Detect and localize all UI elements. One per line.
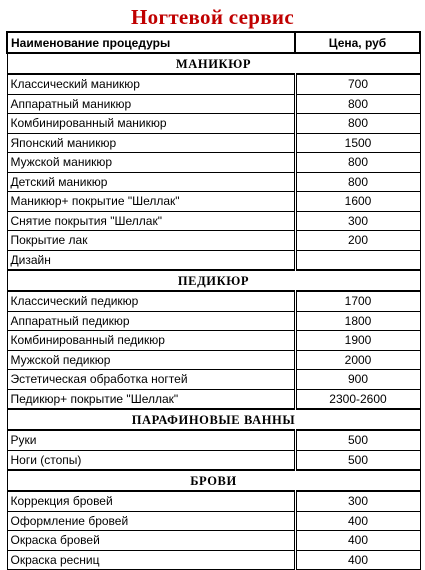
procedure-name: Детский маникюр <box>7 172 295 192</box>
procedure-price: 400 <box>295 531 420 551</box>
procedure-price: 2300-2600 <box>295 389 420 409</box>
table-row <box>7 491 420 511</box>
table-row <box>7 153 420 173</box>
table-row <box>7 350 420 370</box>
procedure-price: 500 <box>295 430 420 450</box>
procedure-price: 2000 <box>295 350 420 370</box>
procedure-name: Японский маникюр <box>7 133 295 153</box>
table-row <box>7 114 420 134</box>
table-row <box>7 430 420 450</box>
section-title: МАНИКЮР <box>7 53 420 74</box>
procedure-price: 1800 <box>295 311 420 331</box>
procedure-name: Комбинированный педикюр <box>7 331 295 351</box>
procedure-name: Окраска ресниц <box>7 550 295 570</box>
table-row <box>7 531 420 551</box>
procedure-price: 800 <box>295 153 420 173</box>
table-row <box>7 94 420 114</box>
procedure-price: 300 <box>295 211 420 231</box>
procedure-name: Окраска бровей <box>7 531 295 551</box>
column-header-name: Наименование процедуры <box>7 32 295 53</box>
procedure-price: 300 <box>295 491 420 511</box>
price-table <box>6 31 421 570</box>
procedure-name: Комбинированный маникюр <box>7 114 295 134</box>
table-row <box>7 250 420 270</box>
procedure-price: 800 <box>295 94 420 114</box>
procedure-name: Ноги (стопы) <box>7 450 295 470</box>
procedure-name: Маникюр+ покрытие "Шеллак" <box>7 192 295 212</box>
price-table-body <box>7 32 420 570</box>
table-row <box>7 291 420 311</box>
section-title: БРОВИ <box>7 470 420 491</box>
procedure-name: Снятие покрытия "Шеллак" <box>7 211 295 231</box>
table-row <box>7 550 420 570</box>
procedure-price <box>295 250 420 270</box>
procedure-price: 400 <box>295 511 420 531</box>
table-row <box>7 370 420 390</box>
section-title: ПАРАФИНОВЫЕ ВАННЫ <box>7 409 420 430</box>
procedure-name: Мужской педикюр <box>7 350 295 370</box>
section-header-row <box>7 53 420 74</box>
table-row <box>7 450 420 470</box>
procedure-name: Руки <box>7 430 295 450</box>
procedure-price: 1700 <box>295 291 420 311</box>
table-header-row <box>7 32 420 53</box>
procedure-price: 800 <box>295 172 420 192</box>
table-row <box>7 74 420 94</box>
table-row <box>7 511 420 531</box>
procedure-name: Аппаратный маникюр <box>7 94 295 114</box>
procedure-price: 800 <box>295 114 420 134</box>
section-header-row <box>7 409 420 430</box>
procedure-name: Оформление бровей <box>7 511 295 531</box>
procedure-name: Классический педикюр <box>7 291 295 311</box>
table-row <box>7 192 420 212</box>
table-row <box>7 389 420 409</box>
procedure-price: 900 <box>295 370 420 390</box>
procedure-name: Покрытие лак <box>7 231 295 251</box>
table-row <box>7 331 420 351</box>
column-header-price: Цена, руб <box>295 32 420 53</box>
procedure-price: 1500 <box>295 133 420 153</box>
table-row <box>7 211 420 231</box>
table-row <box>7 133 420 153</box>
procedure-name: Коррекция бровей <box>7 491 295 511</box>
procedure-name: Аппаратный педикюр <box>7 311 295 331</box>
table-row <box>7 311 420 331</box>
procedure-price: 1600 <box>295 192 420 212</box>
section-header-row <box>7 270 420 291</box>
table-row <box>7 172 420 192</box>
table-row <box>7 231 420 251</box>
procedure-price: 400 <box>295 550 420 570</box>
procedure-name: Педикюр+ покрытие "Шеллак" <box>7 389 295 409</box>
section-title: ПЕДИКЮР <box>7 270 420 291</box>
procedure-price: 700 <box>295 74 420 94</box>
procedure-price: 500 <box>295 450 420 470</box>
procedure-price: 1900 <box>295 331 420 351</box>
procedure-name: Эстетическая обработка ногтей <box>7 370 295 390</box>
procedure-name: Мужской маникюр <box>7 153 295 173</box>
procedure-price: 200 <box>295 231 420 251</box>
page-title: Ногтевой сервис <box>131 5 294 29</box>
section-header-row <box>7 470 420 491</box>
procedure-name: Дизайн <box>7 250 295 270</box>
procedure-name: Классический маникюр <box>7 74 295 94</box>
